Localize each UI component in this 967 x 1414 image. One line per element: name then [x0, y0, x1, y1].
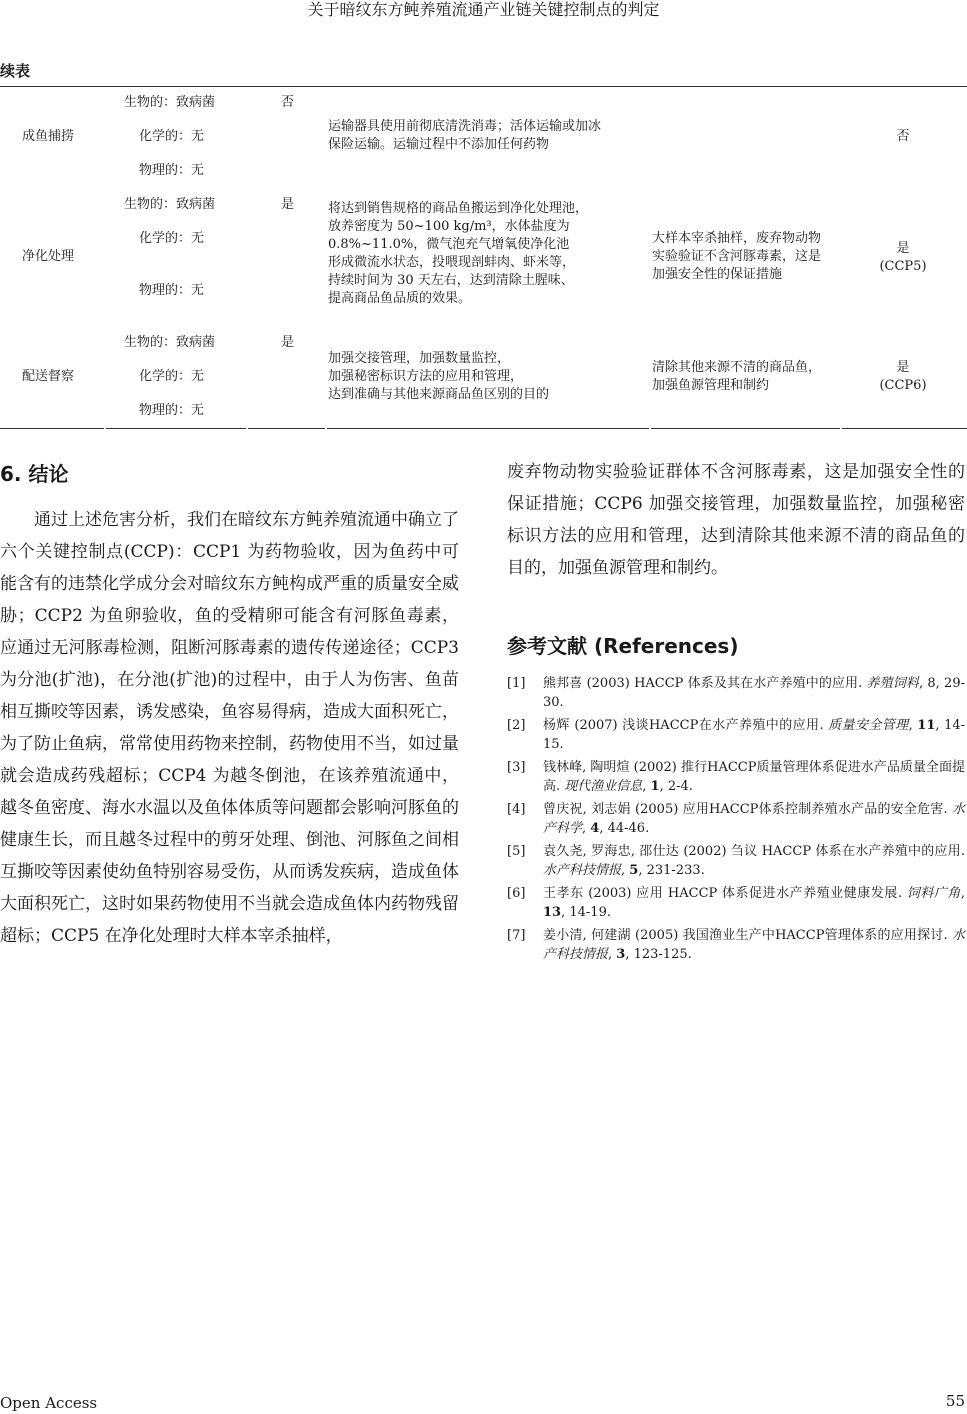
- conclusion-heading: 6. 结论: [0, 462, 69, 486]
- row-hazard: 化学的：无: [139, 231, 205, 246]
- row-ccp: 是: [896, 360, 910, 375]
- conclusion-left-column: [0, 504, 459, 952]
- row-basis-line: 清除其他来源不清的商品鱼，: [652, 360, 822, 375]
- reference-item: [6] 王孝东 (2003) 应用 HACCP 体系促进水产养殖业健康发展. 饲料广角, 13, 14-19.: [507, 886, 965, 920]
- row-measure-line: 形成微流水状态，投喂现剖蚌肉、虾米等，: [328, 255, 576, 270]
- row-measure-line: 将达到销售规格的商品鱼搬运到净化处理池，: [328, 201, 589, 216]
- reference-item: [1] 熊邦喜 (2003) HACCP 体系及其在水产养殖中的应用. 养殖饲料, 8, 29-30.: [507, 676, 965, 710]
- row-hazard: 生物的：致病菌: [124, 95, 216, 110]
- row-hazard: 化学的：无: [139, 369, 205, 384]
- footer-open-access: Open Access: [0, 1394, 98, 1412]
- reference-item: [3] 钱林峰, 陶明煊 (2002) 推行HACCP质量管理体系促进水产品质量全面提高. 现代渔业信息, 1, 2-4.: [507, 760, 965, 794]
- references-heading: 参考文献 (References): [507, 634, 739, 658]
- reference-item: [7] 姜小清, 何建湖 (2005) 我国渔业生产中HACCP管理体系的应用探讨. 水产科技情报, 3, 123-125.: [507, 928, 965, 962]
- row-significant: 否: [281, 95, 295, 110]
- conclusion-paragraph: 通过上述危害分析，我们在暗纹东方鲀养殖流通中确立了六个关键控制点(CCP)：CCP1 为药物验收，因为鱼药中可能含有的违禁化学成分会对暗纹东方鲀构成严重的质量安全威胁；CCP2 为鱼卵验收，鱼的受精卵可能含有河豚鱼毒素，应通过无河豚毒检测，阻断河豚毒素的遗传传递途径；CCP3 为分池(扩池)，在分池(扩池)的过程中，由于人为伤害、鱼苗相互撕咬等因素，诱发感染，鱼容易得病，造成大面积死亡，为了防止鱼病，常常使用药物来控制，药物使用不当，如过量就会造成药残超标；CCP4 为越冬倒池，在该养殖流通中，越冬鱼密度、海水水温以及鱼体体质等问题都会影响河豚鱼的健康生长，而且越冬过程中的剪牙处理、倒池、河豚鱼之间相互撕咬等因素使幼鱼特别容易受伤，从而诱发疾病，造成鱼体大面积死亡，这时如果药物使用不当就会造成鱼体内药物残留超标；CCP5 在净化处理时大样本宰杀抽样，: [0, 510, 459, 946]
- row-measure-line: 持续时间为 30 天左右，达到清除土腥味、: [328, 273, 574, 288]
- row-ccp: (CCP5): [879, 259, 927, 274]
- running-header: 关于暗纹东方鲀养殖流通产业链关键控制点的判定: [307, 0, 660, 19]
- row-ccp: 是: [896, 241, 910, 256]
- row-measure-line: 0.8%~11.0%，微气泡充气增氧使净化池: [328, 237, 570, 252]
- row-hazard: 生物的：致病菌: [124, 197, 216, 212]
- table-bottom-rule: [0, 428, 967, 429]
- row-measure-line: 保险运输。运输过程中不添加任何药物: [328, 137, 550, 152]
- row-basis-line: 大样本宰杀抽样，废弃物动物: [652, 231, 822, 246]
- row-hazard: 物理的：无: [139, 283, 205, 298]
- row-step: 配送督察: [22, 369, 75, 384]
- row-hazard: 化学的：无: [139, 129, 205, 144]
- references-list: [507, 674, 965, 968]
- row-measure-line: 运输器具使用前彻底清洗消毒；活体运输或加冰: [328, 119, 602, 134]
- row-ccp: 否: [896, 129, 910, 144]
- row-measure-line: 放养密度为 50~100 kg/m³，水体盐度为: [328, 219, 570, 234]
- row-measure-line: 加强交接管理，加强数量监控，: [328, 351, 511, 366]
- row-basis-line: 加强安全性的保证措施: [652, 267, 783, 282]
- reference-item: [5] 袁久尧, 罗海忠, 邵仕达 (2002) 刍议 HACCP 体系在水产养殖中的应用. 水产科技情报, 5, 231-233.: [507, 844, 965, 878]
- row-measure-line: 加强秘密标识方法的应用和管理，: [328, 369, 524, 384]
- reference-item: [4] 曾庆祝, 刘志娟 (2005) 应用HACCP体系控制养殖水产品的安全危害. 水产科学, 4, 44-46.: [507, 802, 965, 836]
- row-significant: 是: [281, 335, 295, 350]
- row-basis-line: 加强鱼源管理和制约: [652, 378, 770, 393]
- page-number: 55: [945, 1392, 965, 1410]
- table-top-rule: [0, 86, 967, 87]
- row-measure-line: 达到准确与其他来源商品鱼区别的目的: [328, 387, 550, 402]
- row-significant: 是: [281, 197, 295, 212]
- row-step: 成鱼捕捞: [22, 129, 75, 144]
- row-hazard: 物理的：无: [139, 403, 205, 418]
- row-step: 净化处理: [22, 249, 75, 264]
- row-basis-line: 实验验证不含河豚毒素，这是: [652, 249, 822, 264]
- conclusion-right-column: [507, 456, 965, 584]
- reference-item: [2] 杨辉 (2007) 浅谈HACCP在水产养殖中的应用. 质量安全管理, 11, 14-15.: [507, 718, 966, 752]
- row-measure-line: 提高商品鱼品质的效果。: [328, 291, 472, 306]
- table-caption: 续表: [0, 62, 31, 80]
- row-hazard: 物理的：无: [139, 163, 205, 178]
- conclusion-continuation: 废弃物动物实验验证群体不含河豚毒素，这是加强安全性的保证措施；CCP6 加强交接管理，加强数量监控，加强秘密标识方法的应用和管理，达到清除其他来源不清的商品鱼的目的，加强鱼源管理和制约。: [507, 462, 965, 578]
- row-ccp: (CCP6): [879, 378, 927, 393]
- row-hazard: 生物的：致病菌: [124, 335, 216, 350]
